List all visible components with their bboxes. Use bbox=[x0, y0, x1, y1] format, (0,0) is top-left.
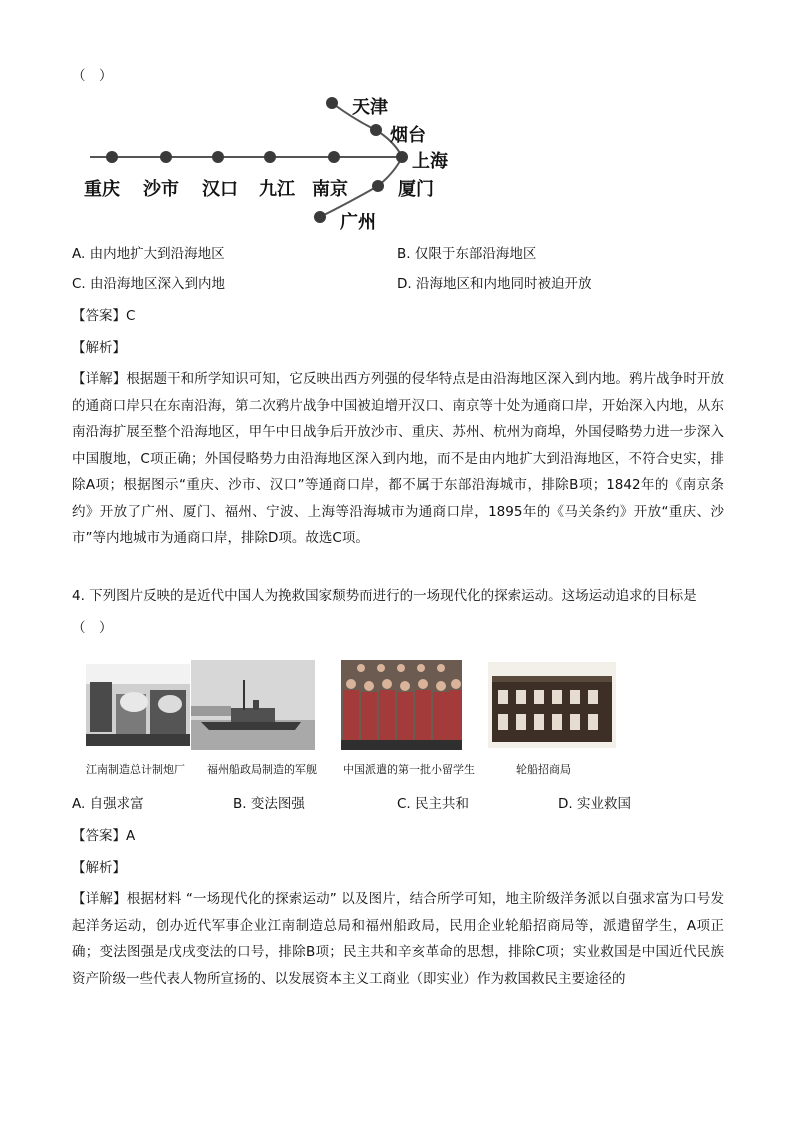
city-label-shanghai: 上海 bbox=[412, 151, 448, 172]
q4-option-d: D. 实业救国 bbox=[558, 796, 631, 812]
photo-warship bbox=[191, 660, 315, 750]
q3-option-b: B. 仅限于东部沿海地区 bbox=[397, 246, 537, 262]
dot-guangzhou bbox=[314, 211, 326, 223]
q4-paren: （ ） bbox=[72, 620, 113, 636]
dot-shashi bbox=[160, 151, 172, 163]
q3-analysis-label: 【解析】 bbox=[72, 340, 126, 356]
q4-detail: 【详解】根据材料 “一场现代化的探索运动” 以及图片，结合所学可知，地主阶级洋务派以自强求富为口号发起洋务运动，创办近代军事企业江南制造总局和福州船政局，民用企业轮船招商局等，派遣留学生，A项正确；变法图强是戊戌变法的口号，排除B项；民主共和辛亥革命的思想，排除C项；实业救国是中国近代民族资产阶级一些代表人物所宣扬的、以发展资本主义工商业（即实业）作为救国救民主要途径的 bbox=[72, 891, 724, 987]
photo-caption-students: 中国派遣的第一批小留学生 bbox=[343, 763, 475, 776]
dot-jiujiang bbox=[264, 151, 276, 163]
city-label-chongqing: 重庆 bbox=[84, 179, 120, 200]
city-label-hankou: 汉口 bbox=[202, 179, 238, 200]
q4-option-b: B. 变法图强 bbox=[233, 796, 305, 812]
dot-shanghai bbox=[396, 151, 408, 163]
q3-option-a: A. 由内地扩大到沿海地区 bbox=[72, 246, 225, 262]
q4-analysis-label: 【解析】 bbox=[72, 860, 126, 876]
city-label-shashi: 沙市 bbox=[143, 179, 179, 200]
q3-answer: 【答案】C bbox=[72, 308, 136, 324]
dot-yantai bbox=[370, 124, 382, 136]
photo-caption-warship: 福州船政局制造的军舰 bbox=[207, 763, 317, 776]
route-lines bbox=[80, 90, 460, 240]
question-paren: （ ） bbox=[72, 68, 113, 84]
q4-stem: 4. 下列图片反映的是近代中国人为挽救国家颓势而进行的一场现代化的探索运动。这场运动追求的目标是 bbox=[72, 588, 697, 604]
dot-chongqing bbox=[106, 151, 118, 163]
treaty-ports-map bbox=[80, 90, 460, 240]
photo-arsenal bbox=[86, 664, 190, 746]
photo-merchants-bureau bbox=[488, 662, 616, 748]
city-label-xiamen: 厦门 bbox=[398, 179, 434, 200]
city-label-yantai: 烟台 bbox=[390, 125, 426, 146]
q3-option-c: C. 由沿海地区深入到内地 bbox=[72, 276, 226, 292]
q4-option-a: A. 自强求富 bbox=[72, 796, 144, 812]
city-label-nanjing: 南京 bbox=[312, 179, 348, 200]
dot-xiamen bbox=[372, 180, 384, 192]
city-label-tianjin: 天津 bbox=[352, 97, 388, 118]
dot-tianjin bbox=[326, 97, 338, 109]
q4-answer: 【答案】A bbox=[72, 828, 136, 844]
city-label-jiujiang: 九江 bbox=[259, 179, 295, 200]
q4-option-c: C. 民主共和 bbox=[397, 796, 470, 812]
dot-nanjing bbox=[328, 151, 340, 163]
dot-hankou bbox=[212, 151, 224, 163]
city-label-guangzhou: 广州 bbox=[340, 212, 376, 233]
photo-caption-arsenal: 江南制造总计制炮厂 bbox=[86, 763, 185, 776]
q3-option-d: D. 沿海地区和内地同时被迫开放 bbox=[397, 276, 592, 292]
photo-students bbox=[341, 660, 462, 750]
photo-caption-merchants: 轮船招商局 bbox=[516, 763, 571, 776]
q3-detail: 【详解】根据题干和所学知识可知，它反映出西方列强的侵华特点是由沿海地区深入到内地。鸦片战争时开放的通商口岸只在东南沿海，第二次鸦片战争中国被迫增开汉口、南京等十处为通商口岸，开始深入内地，从东南沿海扩展至整个沿海地区，甲午中日战争后开放沙市、重庆、苏州、杭州为商埠，外国侵略势力进一步深入中国腹地，C项正确；外国侵略势力由沿海地区深入到内地，而不是由内地扩大到沿海地区，不符合史实，排除A项；根据图示“重庆、沙市、汉口”等通商口岸，都不属于东部沿海城市，排除B项；1842年的《南京条约》开放了广州、厦门、福州、宁波、上海等沿海城市为通商口岸，1895年的《马关条约》开放“重庆、沙市”等内地城市为通商口岸，排除D项。故选C项。 bbox=[72, 371, 724, 546]
